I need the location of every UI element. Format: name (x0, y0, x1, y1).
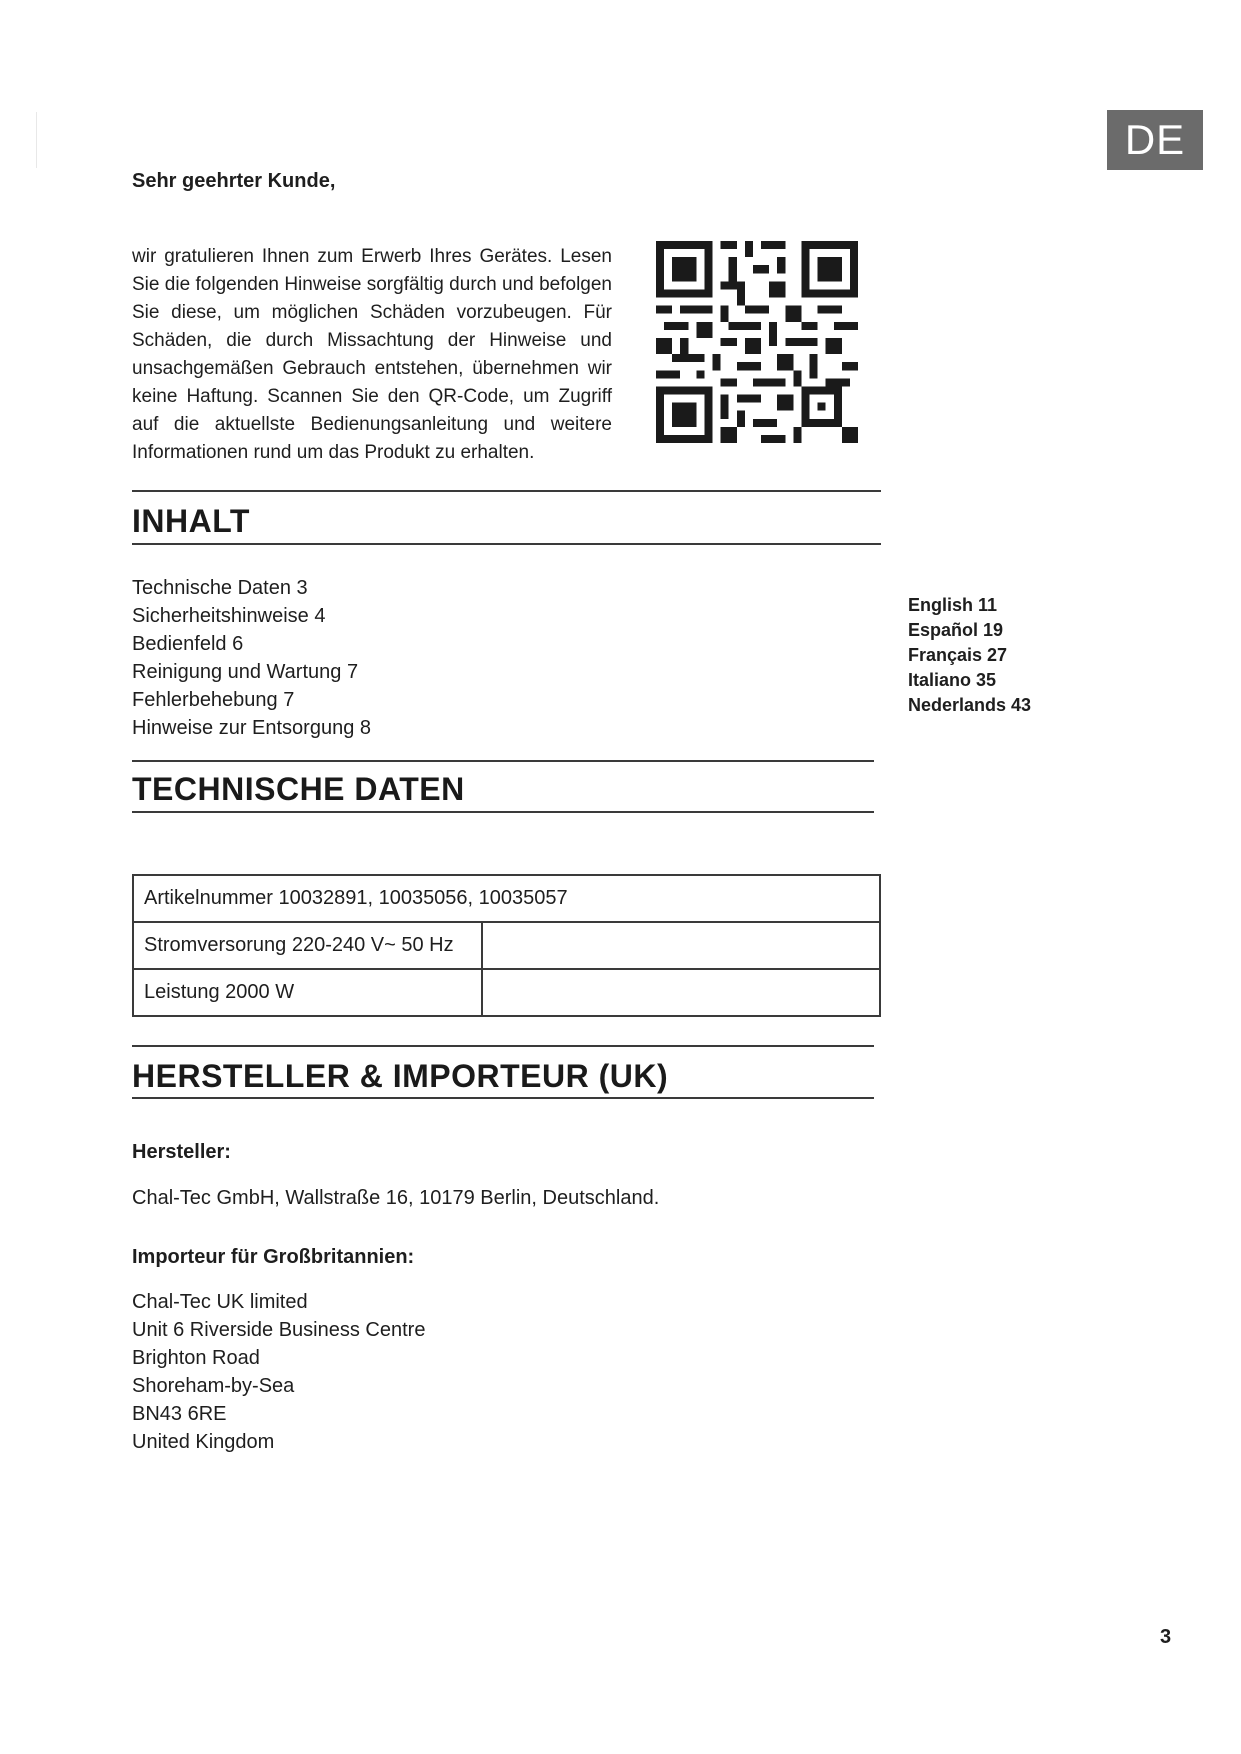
article-number-cell: Artikelnummer 10032891, 10035056, 10035057 (133, 875, 880, 922)
power-cell: Leistung 2000 W (133, 969, 482, 1016)
divider (132, 490, 881, 492)
divider (132, 760, 874, 762)
greeting: Sehr geehrter Kunde, (132, 170, 336, 192)
page-number: 3 (1160, 1626, 1172, 1648)
tech-data-table (132, 874, 881, 1017)
tech-data-heading: TECHNISCHE DATEN (132, 771, 465, 807)
language-item[interactable]: English 11 (908, 595, 998, 615)
address-line: BN43 6RE (132, 1403, 227, 1425)
divider (132, 1045, 874, 1047)
importer-label: Importeur für Großbritannien: (132, 1246, 415, 1268)
language-badge: DE (1107, 110, 1203, 170)
manufacturer-label: Hersteller: (132, 1141, 231, 1163)
table-row (133, 922, 880, 969)
language-item[interactable]: Français 27 (908, 645, 1008, 665)
address-line: United Kingdom (132, 1431, 275, 1453)
toc-item[interactable]: Sicherheitshinweise 4 (132, 605, 326, 627)
toc-item[interactable]: Hinweise zur Entsorgung 8 (132, 717, 372, 739)
table-of-contents (132, 574, 371, 742)
contents-heading: INHALT (132, 503, 250, 539)
toc-item[interactable]: Fehlerbehebung 7 (132, 689, 295, 711)
language-item[interactable]: Italiano 35 (908, 670, 997, 690)
margin-line (36, 112, 37, 168)
qr-code[interactable] (656, 241, 858, 443)
address-line: Brighton Road (132, 1347, 260, 1369)
manufacturer-address: Chal-Tec GmbH, Wallstraße 16, 10179 Berlin, Deutschland. (132, 1187, 660, 1209)
toc-item[interactable]: Bedienfeld 6 (132, 633, 244, 655)
toc-item[interactable]: Technische Daten 3 (132, 577, 308, 599)
empty-cell (482, 969, 880, 1016)
language-index (908, 593, 1031, 718)
divider (132, 1097, 874, 1099)
divider (132, 811, 874, 813)
language-item[interactable]: Nederlands 43 (908, 695, 1032, 715)
empty-cell (482, 922, 880, 969)
table-row (133, 969, 880, 1016)
power-supply-cell: Stromversorung 220-240 V~ 50 Hz (133, 922, 482, 969)
language-item[interactable]: Español 19 (908, 620, 1004, 640)
divider (132, 543, 881, 545)
address-line: Shoreham-by-Sea (132, 1375, 295, 1397)
table-row (133, 875, 880, 922)
address-line: Unit 6 Riverside Business Centre (132, 1319, 426, 1341)
intro-paragraph: wir gratulieren Ihnen zum Erwerb Ihres Gerätes. Lesen Sie die folgenden Hinweise sorgfältig durch und befolgen Sie diese, um möglichen Schäden vorzubeugen. Für Schäden, die durch Missachtung der Hinweise und unsachgemäßen Gebrauch entstehen, übernehmen wir keine Haftung. Scannen Sie den QR-Code, um Zugriff auf die aktuellste Bedienungsanleitung und weitere Informationen rund um das Produkt zu erhalten. (132, 246, 612, 463)
manufacturer-heading: HERSTELLER & IMPORTEUR (UK) (132, 1058, 669, 1094)
toc-item[interactable]: Reinigung und Wartung 7 (132, 661, 359, 683)
importer-address (132, 1288, 425, 1456)
address-line: Chal-Tec UK limited (132, 1291, 308, 1313)
